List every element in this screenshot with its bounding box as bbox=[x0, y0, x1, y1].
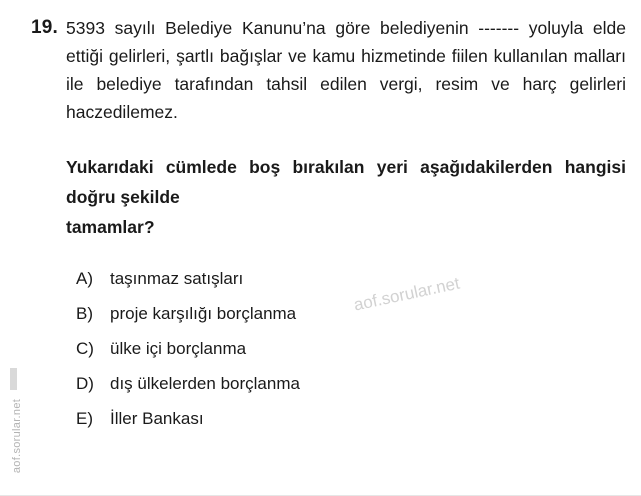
option-e[interactable] bbox=[76, 408, 626, 430]
option-text: ülke içi borçlanma bbox=[110, 339, 247, 358]
option-a[interactable] bbox=[76, 268, 626, 290]
question-block bbox=[14, 14, 626, 443]
option-letter: D) bbox=[76, 374, 94, 393]
option-letter: A) bbox=[76, 269, 93, 288]
option-c[interactable] bbox=[76, 338, 626, 360]
diagonal-watermark-text: aof.sorular.net bbox=[352, 273, 462, 315]
option-d[interactable] bbox=[76, 373, 626, 395]
option-letter: B) bbox=[76, 304, 93, 323]
side-watermark-text: aof.sorular.net bbox=[11, 398, 23, 474]
options-list bbox=[66, 268, 626, 430]
option-text: İller Bankası bbox=[110, 409, 204, 428]
option-letter: E) bbox=[76, 409, 93, 428]
prompt-line-2: aşağıdakilerden hangisi doğru şekilde bbox=[66, 157, 626, 207]
option-text: taşınmaz satışları bbox=[110, 269, 244, 288]
question-row bbox=[14, 14, 626, 443]
option-letter: C) bbox=[76, 339, 94, 358]
question-stem: 5393 sayılı Belediye Kanunu’na göre belediyenin ------- yoluyla elde ettiği gelirleri, şartlı bağışlar ve kamu hizmetinde fiilen kullanılan malları ile belediye tarafından tahsil edilen vergi, resim ve harç gelirleri haczedilemez. bbox=[66, 18, 626, 122]
prompt-line-1: Yukarıdaki cümlede boş bırakılan yeri bbox=[66, 157, 408, 177]
question-prompt bbox=[66, 152, 626, 242]
option-b[interactable] bbox=[76, 303, 626, 325]
option-text: dış ülkelerden borçlanma bbox=[110, 374, 300, 393]
question-body bbox=[66, 14, 626, 443]
prompt-line-3: tamamlar? bbox=[66, 217, 155, 237]
question-number: 19. bbox=[30, 17, 58, 38]
option-text: proje karşılığı borçlanma bbox=[110, 304, 297, 323]
